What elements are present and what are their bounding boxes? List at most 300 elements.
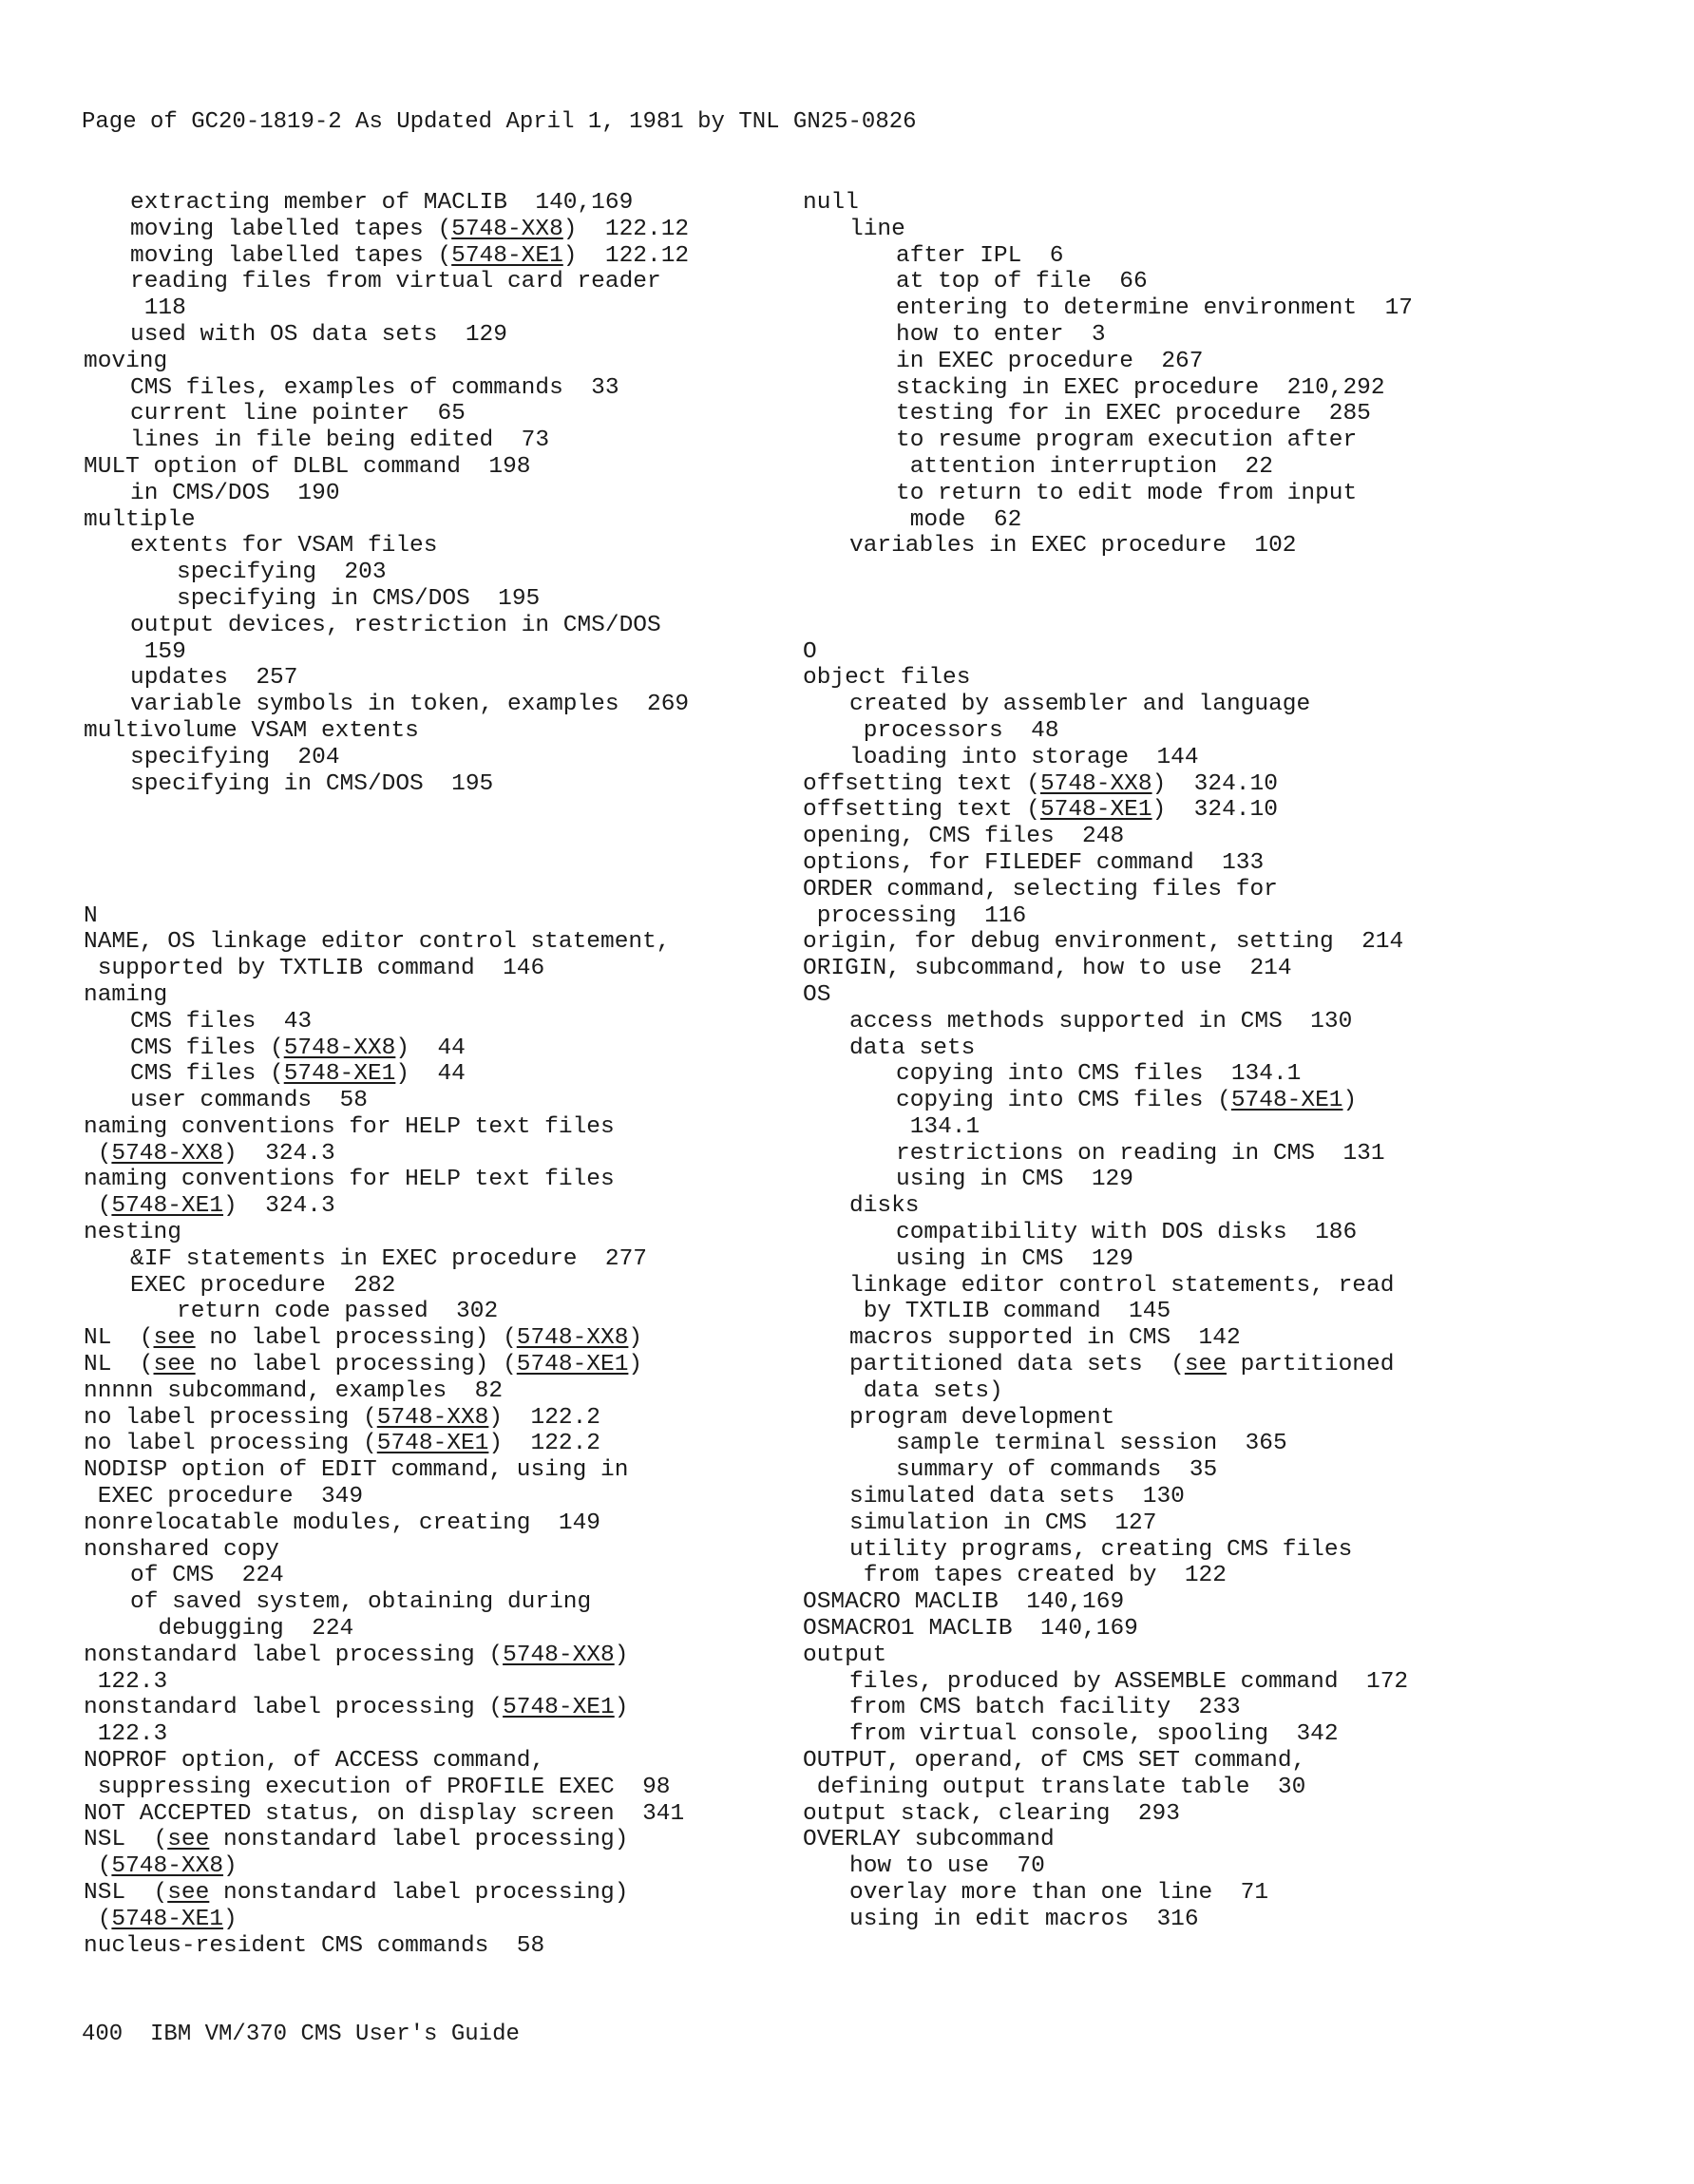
blank-line: [803, 613, 1582, 639]
index-entry: [84, 1827, 844, 1853]
entry-text: suppressing execution of PROFILE EXEC 98: [84, 1774, 671, 1800]
entry-text: data sets: [849, 1035, 976, 1061]
index-entry: [84, 1193, 844, 1220]
entry-text: OSMACRO MACLIB 140,169: [803, 1589, 1125, 1616]
entry-text: NSL (: [84, 1827, 168, 1853]
underlined-reference: 5748-XE1: [376, 1431, 489, 1457]
index-entry: [803, 243, 1582, 270]
underlined-reference: 5748-XX8: [111, 1853, 224, 1880]
entry-text: no label processing (: [84, 1404, 377, 1431]
entry-text: partitioned data sets (: [849, 1352, 1185, 1378]
entry-text: using in edit macros 316: [849, 1906, 1199, 1932]
index-entry: [803, 507, 1582, 534]
index-entry: [84, 1695, 844, 1721]
entry-text: in EXEC procedure 267: [896, 348, 1204, 374]
entry-text: CMS files 43: [130, 1008, 313, 1035]
entry-text: naming conventions for HELP text files: [84, 1113, 615, 1140]
entry-text: NL (: [84, 1325, 154, 1352]
index-entry: [84, 481, 844, 507]
entry-text: EXEC procedure 349: [84, 1484, 364, 1510]
entry-text: linkage editor control statements, read: [849, 1272, 1395, 1299]
index-entry: [803, 1246, 1582, 1273]
underlined-reference: 5748-XE1: [516, 1352, 629, 1378]
index-entry: [84, 586, 844, 613]
index-entry: [803, 771, 1582, 798]
index-entry: [84, 1484, 844, 1510]
index-column-right: [803, 190, 1582, 1933]
page-footer: 400 IBM VM/370 CMS User's Guide: [82, 2022, 520, 2047]
page-header: Page of GC20-1819-2 As Updated April 1, 1981 by TNL GN25-0826: [82, 109, 917, 135]
entry-text: partitioned: [1226, 1352, 1395, 1378]
index-entry: [84, 1510, 844, 1537]
entry-text: return code passed 302: [177, 1299, 499, 1325]
index-entry: [803, 1352, 1582, 1378]
index-entry: [84, 1378, 844, 1405]
index-entry: [803, 1035, 1582, 1062]
entry-text: specifying 204: [130, 744, 340, 770]
entry-text: NODISP option of EDIT command, using in: [84, 1457, 629, 1484]
index-entry: [84, 269, 844, 295]
entry-text: NL (: [84, 1352, 154, 1378]
entry-text: origin, for debug environment, setting 214: [803, 929, 1404, 956]
underlined-reference: 5748-XX8: [376, 1404, 489, 1431]
entry-text: moving labelled tapes (: [130, 216, 452, 242]
entry-text: copying into CMS files 134.1: [896, 1061, 1302, 1088]
entry-text: nonshared copy: [84, 1536, 279, 1563]
entry-text: by TXTLIB command 145: [849, 1299, 1171, 1325]
entry-text: using in CMS 129: [896, 1245, 1133, 1272]
underlined-reference: see: [153, 1325, 196, 1352]
underlined-reference: 5748-XX8: [451, 216, 563, 242]
entry-text: ) 122.2: [488, 1404, 601, 1431]
underlined-reference: 5748-XX8: [1039, 770, 1152, 797]
index-entry: [84, 1088, 844, 1114]
entry-text: EXEC procedure 282: [130, 1272, 396, 1299]
underlined-reference: 5748-XE1: [1230, 1088, 1343, 1114]
index-entry: [84, 322, 844, 349]
index-entry: [803, 1669, 1582, 1696]
blank-line: [84, 797, 844, 824]
underlined-reference: 5748-XX8: [283, 1035, 396, 1061]
index-entry: [84, 1167, 844, 1193]
index-entry: [84, 1669, 844, 1696]
index-entry: [84, 1009, 844, 1035]
entry-text: simulation in CMS 127: [849, 1510, 1157, 1536]
index-entry: [84, 1853, 844, 1880]
index-entry: [803, 1775, 1582, 1801]
entry-text: lines in file being edited 73: [130, 427, 550, 454]
index-entry: [84, 1907, 844, 1933]
index-entry: [84, 1352, 844, 1378]
index-entry: [803, 877, 1582, 903]
index-entry: [803, 1616, 1582, 1643]
index-entry: [803, 1273, 1582, 1300]
entry-text: processing 116: [803, 902, 1027, 929]
underlined-reference: see: [167, 1827, 210, 1853]
entry-text: (: [84, 1853, 112, 1880]
index-entry: [84, 929, 844, 956]
index-entry: [84, 1035, 844, 1062]
index-entry: [84, 982, 844, 1009]
entry-text: NSL (: [84, 1880, 168, 1906]
blank-line: [84, 850, 844, 877]
index-entry: [803, 533, 1582, 560]
index-entry: [803, 824, 1582, 850]
entry-text: user commands 58: [130, 1088, 368, 1114]
index-entry: [84, 507, 844, 534]
index-entry: [84, 243, 844, 270]
entry-text: options, for FILEDEF command 133: [803, 849, 1265, 876]
index-entry: [84, 1643, 844, 1669]
entry-text: specifying 203: [177, 560, 387, 586]
entry-text: attention interruption 22: [896, 453, 1273, 480]
entry-text: 122.3: [84, 1668, 168, 1695]
entry-text: 134.1: [896, 1113, 980, 1140]
entry-text: NOT ACCEPTED status, on display screen 341: [84, 1800, 685, 1827]
entry-text: ): [628, 1325, 643, 1352]
entry-text: output stack, clearing 293: [803, 1800, 1180, 1827]
entry-text: CMS files, examples of commands 33: [130, 374, 619, 401]
entry-text: variables in EXEC procedure 102: [849, 533, 1297, 560]
index-entry: [803, 982, 1582, 1009]
entry-text: specifying in CMS/DOS 195: [177, 585, 541, 612]
entry-text: null: [803, 190, 859, 216]
index-entry: [84, 1537, 844, 1564]
index-entry: [803, 639, 1582, 666]
entry-text: of CMS 224: [130, 1563, 284, 1589]
index-entry: [84, 613, 844, 639]
entry-text: files, produced by ASSEMBLE command 172: [849, 1668, 1409, 1695]
index-column-left: [84, 190, 844, 1959]
entry-text: from tapes created by 122: [849, 1563, 1227, 1589]
entry-text: OS: [803, 981, 831, 1008]
entry-text: current line pointer 65: [130, 401, 466, 427]
index-entry: [803, 665, 1582, 692]
entry-text: ): [223, 1853, 238, 1880]
underlined-reference: see: [1184, 1352, 1227, 1378]
entry-text: offsetting text (: [803, 770, 1040, 797]
entry-text: multiple: [84, 506, 196, 533]
entry-text: OSMACRO1 MACLIB 140,169: [803, 1616, 1138, 1643]
index-entry: [803, 1589, 1582, 1616]
index-entry: [84, 665, 844, 692]
underlined-reference: 5748-XE1: [111, 1906, 224, 1932]
index-entry: [84, 349, 844, 375]
underlined-reference: see: [153, 1352, 196, 1378]
index-entry: [84, 692, 844, 718]
entry-text: no label processing (: [84, 1431, 377, 1457]
entry-text: stacking in EXEC procedure 210,292: [896, 374, 1385, 401]
entry-text: updates 257: [130, 665, 298, 692]
entry-text: ) 44: [395, 1035, 466, 1061]
index-entry: [803, 481, 1582, 507]
index-entry: [803, 1537, 1582, 1564]
entry-text: overlay more than one line 71: [849, 1880, 1269, 1906]
entry-text: mode 62: [896, 506, 1022, 533]
index-entry: [803, 217, 1582, 243]
entry-text: ): [223, 1906, 238, 1932]
entry-text: data sets): [849, 1377, 1003, 1404]
blank-line: [803, 560, 1582, 586]
entry-text: nesting: [84, 1220, 181, 1246]
entry-text: how to enter 3: [896, 321, 1106, 348]
entry-text: after IPL 6: [896, 242, 1064, 269]
index-entry: [803, 454, 1582, 481]
entry-text: variable symbols in token, examples 269: [130, 692, 690, 718]
index-entry: [84, 295, 844, 322]
entry-text: debugging 224: [130, 1616, 354, 1643]
index-entry: [84, 1563, 844, 1589]
entry-text: access methods supported in CMS 130: [849, 1008, 1353, 1035]
entry-text: to resume program execution after: [896, 427, 1358, 454]
entry-text: output: [803, 1642, 887, 1668]
index-entry: [803, 1827, 1582, 1853]
index-entry: [803, 1721, 1582, 1748]
entry-text: O: [803, 638, 817, 665]
index-entry: [84, 1457, 844, 1484]
index-entry: [803, 1141, 1582, 1168]
index-entry: [803, 1167, 1582, 1193]
entry-text: in CMS/DOS 190: [130, 480, 340, 506]
entry-text: defining output translate table 30: [803, 1774, 1306, 1800]
entry-text: program development: [849, 1404, 1115, 1431]
index-entry: [803, 1193, 1582, 1220]
entry-text: loading into storage 144: [849, 744, 1199, 770]
index-entry: [803, 1405, 1582, 1432]
index-entry: [84, 217, 844, 243]
entry-text: ): [614, 1642, 629, 1668]
entry-text: disks: [849, 1193, 920, 1220]
index-entry: [84, 1748, 844, 1775]
index-entry: [84, 1220, 844, 1246]
entry-text: NOPROF option, of ACCESS command,: [84, 1748, 545, 1775]
entry-text: ) 122.2: [488, 1431, 601, 1457]
entry-text: no label processing) (: [195, 1325, 517, 1352]
entry-text: how to use 70: [849, 1853, 1045, 1880]
index-entry: [803, 401, 1582, 427]
index-entry: [84, 1589, 844, 1616]
index-entry: [803, 1220, 1582, 1246]
index-entry: [803, 1907, 1582, 1933]
index-entry: [84, 903, 844, 930]
index-entry: [84, 533, 844, 560]
entry-text: output devices, restriction in CMS/DOS: [130, 612, 661, 638]
entry-text: 118: [130, 295, 186, 322]
index-entry: [84, 1061, 844, 1088]
entry-text: compatibility with DOS disks 186: [896, 1220, 1358, 1246]
entry-text: OUTPUT, operand, of CMS SET command,: [803, 1748, 1306, 1775]
entry-text: extracting member of MACLIB 140,169: [130, 190, 634, 216]
entry-text: ): [614, 1695, 629, 1721]
index-entry: [803, 903, 1582, 930]
index-entry: [803, 1325, 1582, 1352]
entry-text: to return to edit mode from input: [896, 480, 1358, 506]
index-entry: [803, 1009, 1582, 1035]
index-entry: [84, 771, 844, 798]
entry-text: ) 324.10: [1152, 770, 1278, 797]
entry-text: ORDER command, selecting files for: [803, 876, 1278, 902]
entry-text: nonstandard label processing): [209, 1880, 629, 1906]
entry-text: supported by TXTLIB command 146: [84, 956, 545, 982]
entry-text: sample terminal session 365: [896, 1431, 1287, 1457]
entry-text: used with OS data sets 129: [130, 321, 507, 348]
entry-text: ORIGIN, subcommand, how to use 214: [803, 956, 1292, 982]
entry-text: nonstandard label processing): [209, 1827, 629, 1853]
index-entry: [84, 1246, 844, 1273]
index-entry: [803, 1801, 1582, 1828]
entry-text: specifying in CMS/DOS 195: [130, 770, 494, 797]
index-entry: [84, 190, 844, 217]
entry-text: from CMS batch facility 233: [849, 1695, 1241, 1721]
entry-text: moving: [84, 348, 168, 374]
index-entry: [803, 956, 1582, 982]
index-entry: [803, 929, 1582, 956]
index-entry: [803, 1853, 1582, 1880]
index-entry: [803, 745, 1582, 771]
index-entry: [84, 1299, 844, 1325]
entry-text: opening, CMS files 248: [803, 824, 1125, 850]
underlined-reference: 5748-XE1: [1039, 797, 1152, 824]
index-entry: [803, 1484, 1582, 1510]
index-entry: [803, 1431, 1582, 1457]
entry-text: ): [628, 1352, 643, 1378]
index-entry: [84, 560, 844, 586]
index-entry: [84, 1114, 844, 1141]
index-entry: [803, 1695, 1582, 1721]
index-entry: [84, 1325, 844, 1352]
entry-text: summary of commands 35: [896, 1457, 1218, 1484]
entry-text: naming: [84, 981, 168, 1008]
entry-text: MULT option of DLBL command 198: [84, 453, 531, 480]
entry-text: processors 48: [849, 717, 1059, 744]
index-entry: [84, 718, 844, 745]
entry-text: no label processing) (: [195, 1352, 517, 1378]
entry-text: utility programs, creating CMS files: [849, 1536, 1353, 1563]
index-entry: [803, 1510, 1582, 1537]
index-entry: [803, 295, 1582, 322]
index-entry: [84, 401, 844, 427]
entry-text: created by assembler and language: [849, 692, 1311, 718]
index-entry: [84, 1880, 844, 1907]
entry-text: &IF statements in EXEC procedure 277: [130, 1245, 647, 1272]
entry-text: of saved system, obtaining during: [130, 1589, 592, 1616]
index-entry: [803, 1378, 1582, 1405]
index-entry: [84, 1801, 844, 1828]
index-entry: [84, 1431, 844, 1457]
blank-line: [803, 586, 1582, 613]
index-entry: [84, 639, 844, 666]
entry-text: nonrelocatable modules, creating 149: [84, 1510, 600, 1536]
entry-text: (: [84, 1193, 112, 1220]
index-entry: [803, 1748, 1582, 1775]
index-entry: [84, 745, 844, 771]
entry-text: reading files from virtual card reader: [130, 269, 661, 295]
entry-text: entering to determine environment 17: [896, 295, 1413, 322]
entry-text: nonstandard label processing (: [84, 1695, 504, 1721]
index-entry: [803, 427, 1582, 454]
entry-text: object files: [803, 665, 971, 692]
index-entry: [84, 1405, 844, 1432]
entry-text: N: [84, 902, 98, 929]
entry-text: NAME, OS linkage editor control statement,: [84, 929, 671, 956]
entry-text: offsetting text (: [803, 797, 1040, 824]
index-entry: [84, 1721, 844, 1748]
index-entry: [84, 1933, 844, 1960]
entry-text: ) 324.3: [223, 1140, 335, 1167]
index-entry: [84, 454, 844, 481]
entry-text: ) 122.12: [562, 242, 690, 269]
entry-text: moving labelled tapes (: [130, 242, 452, 269]
underlined-reference: 5748-XE1: [283, 1061, 396, 1088]
entry-text: using in CMS 129: [896, 1167, 1133, 1193]
entry-text: nucleus-resident CMS commands 58: [84, 1932, 545, 1959]
index-entry: [84, 1273, 844, 1300]
underlined-reference: 5748-XE1: [451, 242, 563, 269]
index-entry: [803, 692, 1582, 718]
entry-text: testing for in EXEC procedure 285: [896, 401, 1371, 427]
index-entry: [803, 349, 1582, 375]
entry-text: extents for VSAM files: [130, 533, 438, 560]
index-entry: [803, 1457, 1582, 1484]
entry-text: simulated data sets 130: [849, 1484, 1185, 1510]
entry-text: ) 324.3: [223, 1193, 335, 1220]
index-entry: [803, 1299, 1582, 1325]
index-entry: [803, 1643, 1582, 1669]
index-entry: [803, 1114, 1582, 1141]
entry-text: CMS files (: [130, 1035, 284, 1061]
index-entry: [84, 1616, 844, 1643]
index-entry: [84, 427, 844, 454]
index-entry: [803, 269, 1582, 295]
entry-text: ): [1342, 1088, 1358, 1114]
index-entry: [803, 375, 1582, 402]
index-entry: [84, 1141, 844, 1168]
index-entry: [803, 1061, 1582, 1088]
entry-text: ) 122.12: [562, 216, 690, 242]
underlined-reference: 5748-XX8: [111, 1140, 224, 1167]
entry-text: (: [84, 1906, 112, 1932]
entry-text: ) 324.10: [1152, 797, 1278, 824]
entry-text: 159: [130, 638, 186, 665]
index-entry: [84, 956, 844, 982]
underlined-reference: see: [167, 1880, 210, 1906]
index-entry: [803, 797, 1582, 824]
underlined-reference: 5748-XE1: [503, 1695, 615, 1721]
index-entry: [803, 190, 1582, 217]
entry-text: naming conventions for HELP text files: [84, 1167, 615, 1193]
entry-text: OVERLAY subcommand: [803, 1827, 1055, 1853]
index-entry: [803, 1563, 1582, 1589]
underlined-reference: 5748-XX8: [503, 1642, 615, 1668]
index-entry: [803, 850, 1582, 877]
entry-text: line: [849, 216, 905, 242]
index-entry: [803, 718, 1582, 745]
index-entry: [84, 375, 844, 402]
index-entry: [84, 1775, 844, 1801]
entry-text: multivolume VSAM extents: [84, 717, 419, 744]
underlined-reference: 5748-XE1: [111, 1193, 224, 1220]
blank-line: [84, 824, 844, 850]
index-entry: [803, 1880, 1582, 1907]
entry-text: copying into CMS files (: [896, 1088, 1231, 1114]
entry-text: macros supported in CMS 142: [849, 1325, 1241, 1352]
index-entry: [803, 322, 1582, 349]
entry-text: ) 44: [395, 1061, 466, 1088]
entry-text: at top of file 66: [896, 269, 1148, 295]
entry-text: from virtual console, spooling 342: [849, 1721, 1339, 1748]
entry-text: nnnnn subcommand, examples 82: [84, 1377, 504, 1404]
entry-text: CMS files (: [130, 1061, 284, 1088]
